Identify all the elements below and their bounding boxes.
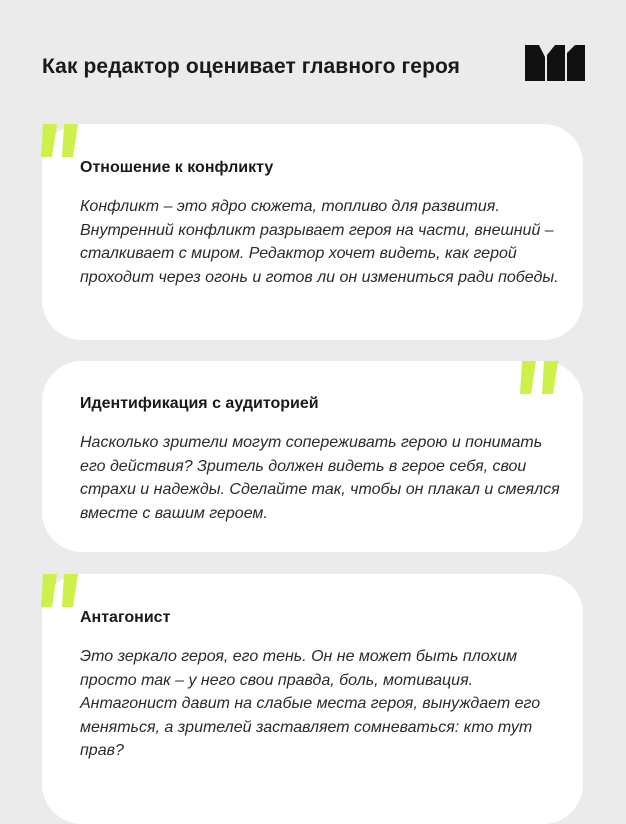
card-antagonist bbox=[42, 574, 583, 824]
card-conflict bbox=[42, 124, 583, 340]
card-heading: Антагонист bbox=[80, 609, 171, 626]
card-audience-identification bbox=[42, 361, 583, 552]
quote-mark-icon bbox=[41, 574, 83, 607]
card-body: Насколько зрители могут сопереживать герою и понимать его действия? Зритель должен видеть в герое себя, свои страхи и надежды. Сделайте так, чтобы он плакал и смеялся вместе с вашим героем. bbox=[80, 434, 560, 522]
card-body: Это зеркало героя, его тень. Он не может быть плохим просто так – у него свои правда, боль, мотивация. Антагонист давит на слабые места героя, вынуждает его меняться, а зрителей заставляет сомневаться: кто тут прав? bbox=[80, 648, 541, 759]
card-body: Конфликт – это ядро сюжета, топливо для развития. Внутренний конфликт разрывает героя на части, внешний – сталкивает с миром. Редактор хочет видеть, как герой проходит через огонь и готов ли он измениться ради победы. bbox=[80, 198, 559, 286]
page-title: Как редактор оценивает главного героя bbox=[42, 55, 461, 79]
brand-logo-icon bbox=[525, 45, 585, 81]
quote-mark-icon bbox=[518, 361, 560, 394]
card-heading: Идентификация с аудиторией bbox=[80, 395, 319, 412]
quote-mark-icon bbox=[41, 124, 83, 157]
card-heading: Отношение к конфликту bbox=[80, 159, 274, 176]
